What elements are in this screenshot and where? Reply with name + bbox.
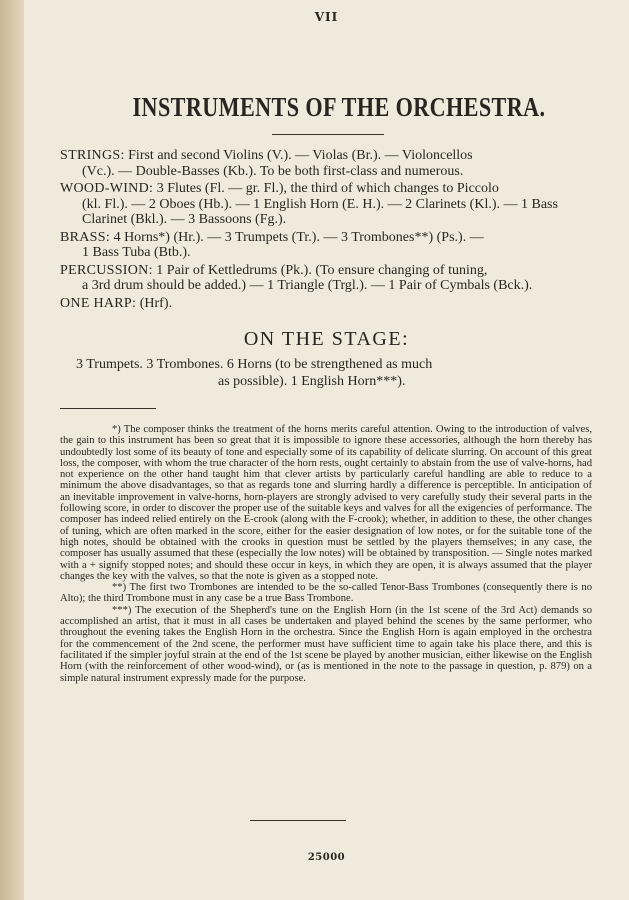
page-binding-edge — [0, 0, 24, 900]
score-page — [24, 0, 629, 900]
instrument-text: (Hrf). — [139, 295, 172, 311]
footnote-english-horn: ***) The execution of the Shepherd's tune on the English Horn (in the 1st scene of the 3rd Act) demands so accomplished an artist, that it must in all cases be undertaken and played behind the scenes by the same performer, who throughout the evening takes the English Horn in the orchestra. Since the English Horn is again employed in the orchestra for the commencement of the 2nd scene, the performer must have sufficient time to again take his place there, and this is facilitated if the simpler joyful strain at the end of the 1st scene be played by another musician, either likewise on the English Horn (with the reinforcement of other wood-wind), or (as is mentioned in the note to the passage in question, p. 879) on a simple natural instrument expressly made for the purpose. — [60, 604, 592, 684]
footnote-trombones: **) The first two Trombones are intended to be the so-called Tenor-Bass Trombones (consequently there is no Alto); the third Trombone must in any case be a true Bass Trombone. — [60, 582, 592, 605]
instrument-text: 1 Pair of Kettledrums (Pk.). (To ensure changing of tuning, — [156, 262, 488, 278]
notes-divider — [60, 408, 156, 409]
page-title: INSTRUMENTS OF THE ORCHESTRA. — [132, 92, 546, 122]
title-divider — [272, 134, 384, 135]
instrument-text-cont: 1 Bass Tuba (Btb.). — [82, 245, 191, 260]
instrument-text: First and second Violins (V.). — Violas (Br.). — Violoncellos — [128, 148, 473, 163]
instrument-text-cont: (kl. Fl.). — 2 Oboes (Hb.). — 1 English Horn (E. H.). — 2 Clarinets (Kl.). — 1 Bass Clarinet (Bkl.). — 3 Bassoons (Fg.). — [82, 196, 558, 227]
instrument-label: WOOD-WIND: — [60, 181, 154, 196]
page-number: VII — [314, 10, 339, 24]
instrument-text: 4 Horns*) (Hr.). — 3 Trumpets (Tr.). — 3 Trombones**) (Ps.). — — [113, 229, 484, 245]
instrument-strings — [60, 148, 600, 179]
footnote-horns: *) The composer thinks the treatment of the horns merits careful attention. Owing to the introduction of valves, the gain to this instrument has been so great that it is impossible to ignore these accessories, although the horn thereby has undoubtedly lost some of its beauty of tone and especially some of its capability of delicate slurring. On account of this great loss, the composer, with whom the true character of the horn rests, ought certainly to abstain from the use of valve-horns, had not experience on the other hand taught him that clever artists by particularly careful handling are able to reduce to a minimum the above disadvantages, so that as regards tone and slurring hardly a difference is perceptible. In anticipation of an inevitable improvement in valve-horns, horn-players are strongly advised to very carefully study their several parts in the following score, in order to discover the proper use of the suitable keys and valves for all the exigencies of performance. The composer has indeed relied entirely on the E-crook (along with the F-crook); whether, in addition to these, the other changes of tuning, which are often marked in the score, either for the easier designation of low notes, or for the suitable tone of the high notes, should be obtained with the crooks in question must be settled by the players themselves; in any case, the composer has usually assumed that these (especially the low notes) will be obtained by transposition. — Single notes marked with a + signify stopped notes; and should these occur in keys, in which they are open, it is always assumed that the player changes the key with the valves, so that the note is given as a stopped note. — [60, 424, 592, 582]
stage-heading: ON THE STAGE: — [243, 328, 410, 350]
instrument-percussion — [60, 263, 600, 294]
footer-divider — [250, 820, 346, 821]
instrument-label: BRASS: — [60, 229, 111, 245]
plate-number: 25000 — [307, 852, 346, 863]
stage-line-2: as possible). 1 English Horn***). — [218, 374, 406, 389]
instrument-text-cont: a 3rd drum should be added.) — 1 Triangle (Trgl.). — 1 Pair of Cymbals (Bck.). — [82, 278, 533, 293]
instrument-label: PERCUSSION: — [60, 262, 153, 278]
instrument-label: STRINGS: — [60, 148, 125, 163]
instrument-list — [60, 148, 600, 313]
instrument-harp — [60, 296, 600, 312]
stage-instruments — [76, 356, 576, 390]
footnotes — [60, 424, 592, 684]
instrument-label: ONE HARP: — [60, 295, 137, 311]
instrument-text: 3 Flutes (Fl. — gr. Fl.), the third of which changes to Piccolo — [156, 181, 499, 196]
instrument-brass — [60, 230, 600, 261]
instrument-text-cont: (Vc.). — Double-Basses (Kb.). To be both first-class and numerous. — [82, 163, 464, 179]
instrument-woodwind — [60, 181, 600, 228]
stage-line-1: 3 Trumpets. 3 Trombones. 6 Horns (to be strengthened as much — [76, 357, 433, 372]
